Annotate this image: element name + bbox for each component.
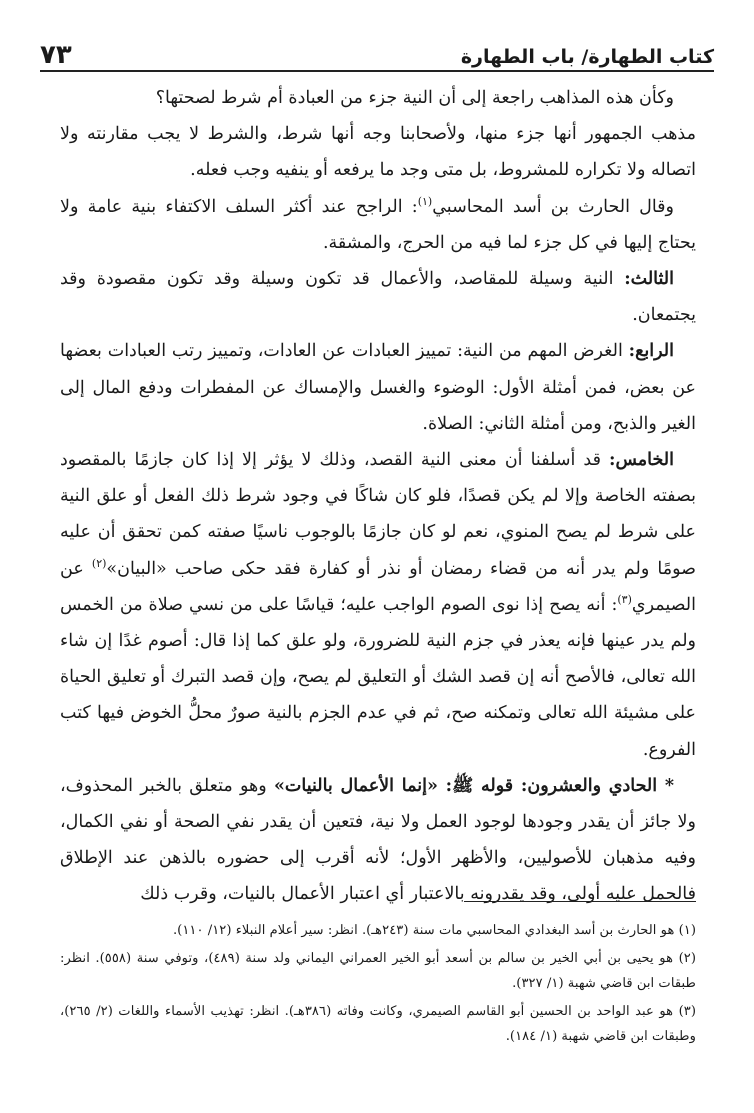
section-lead: الرابع: (628, 341, 674, 362)
footnotes (60, 918, 696, 1052)
footnote-ref: (٣) (617, 593, 632, 607)
paragraph-text: : أنه يصح إذا نوى الصوم الواجب عليه؛ قياسًا على من نسي صلاة من الخمس ولم يدر عينها فإنه يعذر في جزم النية للضرورة، ولو علق كما إذا قال: أصوم غدًا إن شاء الله تعالى، فالأصح أنه إن قصد الشك أو التعليق لم يصح، وإن قصد التبرك أو تعليق الحياة على مشيئة الله تعالى وتمكنه صح، ثم في عدم الجزم بالنية صورٌ محلُّ الخوض فيها كتب الفروع. (60, 594, 696, 760)
paragraph (60, 189, 696, 261)
section-lead: الثالث: (624, 269, 674, 290)
paragraph: مذهب الجمهور أنها جزء منها، ولأصحابنا وجه أنها شرط، والشرط لا يجب مقارنته ولا اتصاله ولا تكراره للمشروط، بل متى وجد ما يرفعه أو ينفيه وجب فعله. (60, 124, 696, 181)
footnote-ref: (٢) (91, 556, 107, 570)
paragraph-text: : الراجح عند أكثر السلف الاكتفاء بنية عامة ولا يحتاج إليها في كل جزء لما فيه من الحرج، والمشقة. (60, 196, 696, 253)
paragraph (60, 768, 696, 913)
page-header (40, 34, 714, 68)
section-lead: * الحادي والعشرون: قوله ﷺ: «إنما الأعمال بالنيات» (273, 775, 675, 796)
paragraph-text: الغرض المهم من النية: تمييز العبادات عن العادات، وتمييز رتب العبادات بعضها عن بعض، فمن أمثلة الأول: الوضوء والغسل والإمساك عن المفطرات ودفع المال إلى الغير والذبح، ومن أمثلة الثاني: الصلاة. (60, 341, 696, 434)
footnote: (٣) هو عبد الواحد بن الحسين أبو القاسم الصيمري، وكانت وفاته (٣٨٦هـ). انظر: تهذيب الأسماء واللغات (٢/ ٢٦٥)، وطبقات ابن قاضي شهبة (١/ ١٨٤). (60, 1004, 697, 1044)
header-rule (40, 70, 714, 72)
paragraph (60, 333, 696, 442)
page-number: ٧٣ (40, 40, 72, 70)
paragraph (60, 442, 696, 768)
paragraph-text: وهو متعلق بالخبر المحذوف، ولا جائز أن يقدر وجودها لوجود العمل ولا نية، فتعين أن يقدر نفي الصحة أو نفي الكمال، وفيه مذهبان للأصوليين، والأظهر الأول؛ لأنه أقرب إلى حضوره بالذهن عند الإطلاق فالحمل عليه أولى، وقد يقدرونه بالاعتبار أي اعتبار الأعمال بالنيات، وقرب ذلك (60, 775, 696, 905)
paragraph-text: وقال الحارث بن أسد المحاسبي (432, 196, 674, 217)
footnote-ref: (١) (417, 194, 433, 208)
paragraph (60, 261, 696, 333)
main-text (60, 80, 696, 913)
footnote: (١) هو الحارث بن أسد البغدادي المحاسبي مات سنة (٢٤٣هـ). انظر: سير أعلام النبلاء (١٢/ ١١٠). (172, 923, 696, 938)
paragraph-text: قد أسلفنا أن معنى النية القصد، وذلك لا يؤثر إلا إذا كان جازمًا بالمقصود بصفته الخاصة وإلا لم يكن قصدًا، فلو كان شاكًا في وجود شرط ذلك الفعل أو علق النية على شرط لم يصح المنوي، نعم لو كان جازمًا بالوجوب ناسيًا صفته كمن تحقق أن عليه صومًا ولم يدر أنه من قضاء رمضان أو نذر أو كفارة فقد حكى صاحب «البيان» (60, 450, 696, 579)
paragraph-text: عن الصيمري (60, 558, 696, 615)
section-lead: الخامس: (609, 450, 674, 471)
paragraph-text: النية وسيلة للمقاصد، والأعمال قد تكون وسيلة وقد تكون مقصودة وقد يجتمعان. (60, 269, 696, 326)
paragraph: وكأن هذه المذاهب راجعة إلى أن النية جزء من العبادة أم شرط لصحتها؟ (155, 88, 674, 108)
footnote: (٢) هو يحيى بن أبي الخير بن سالم بن أسعد أبو الخير العمراني اليماني ولد سنة (٤٨٩)، وتوفي سنة (٥٥٨). انظر: طبقات ابن قاضي شهبة (١/ ٣٢٧). (60, 951, 696, 991)
footnote-rule (464, 901, 696, 902)
running-title: كتاب الطهارة/ باب الطهارة (460, 46, 714, 68)
